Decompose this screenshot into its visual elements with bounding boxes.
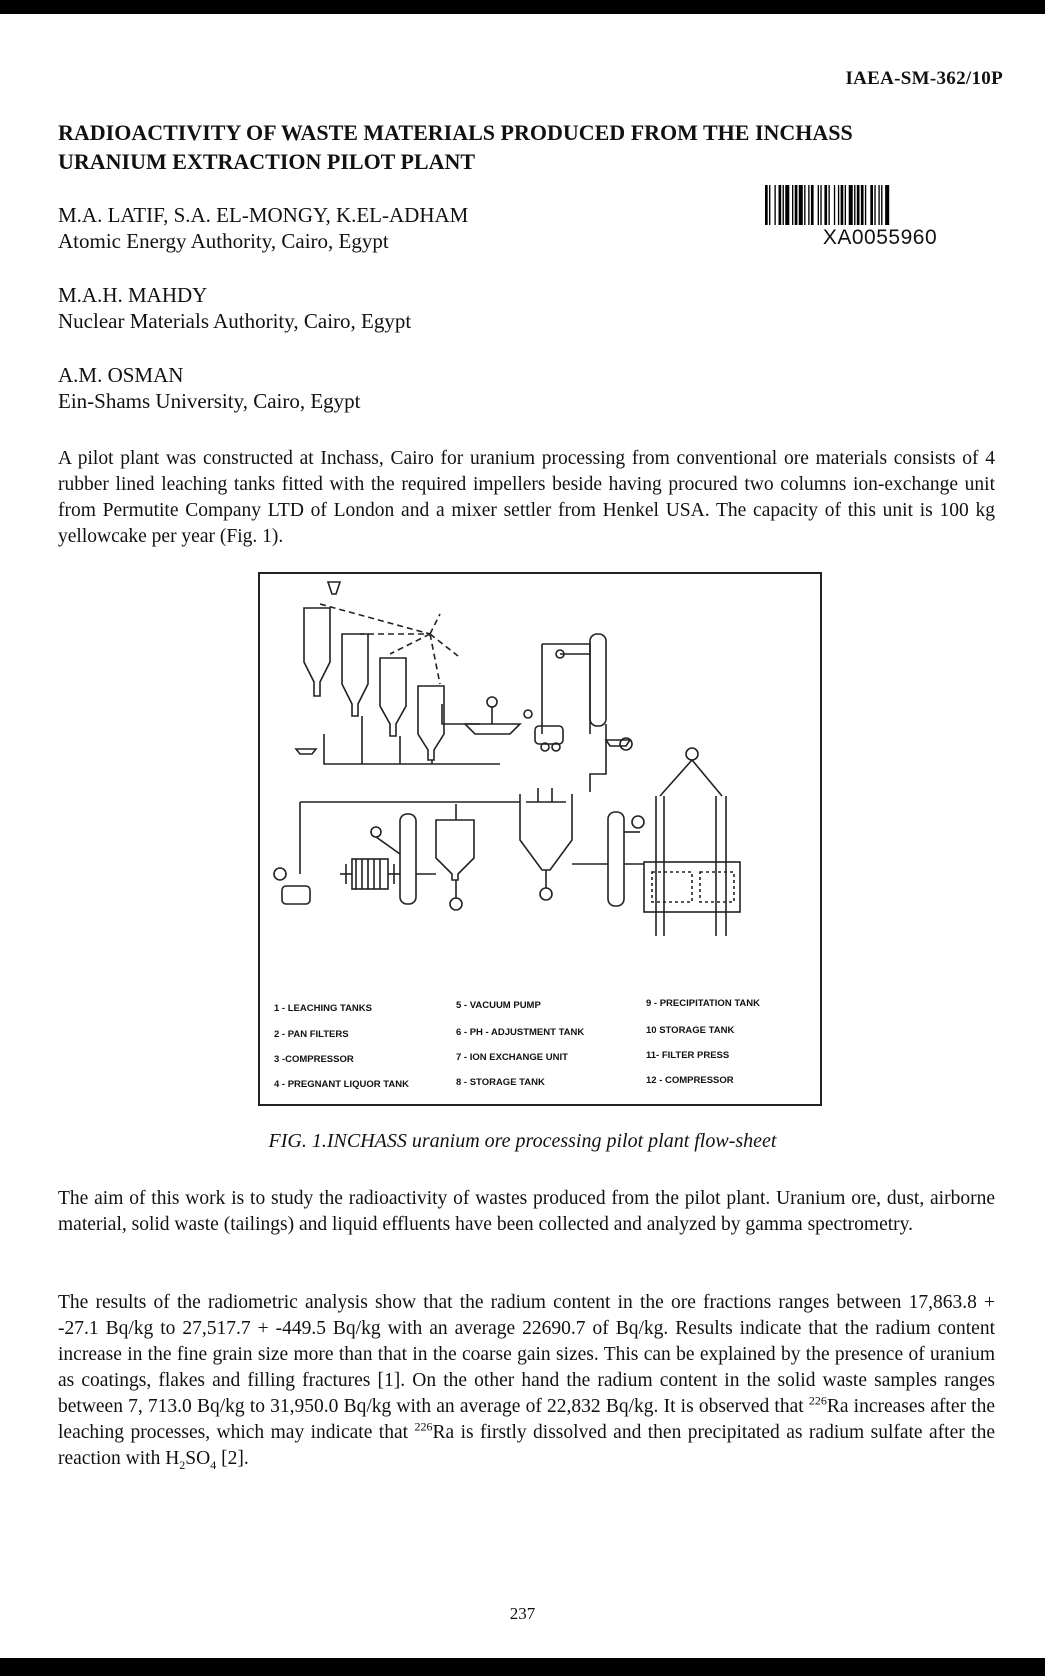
legend-item-6: 6 - PH - ADJUSTMENT TANK	[456, 1027, 585, 1038]
barcode-bar	[861, 185, 864, 225]
barcode-bar	[808, 185, 809, 225]
top-border	[0, 0, 1045, 14]
results-text-a: The results of the radiometric analysis show that the radium content in the ore fractions ranges between 17,863.8 + -27.1 Bq/kg to 27,517.7 + -449.5 Bq/kg with an average 22690.7 of Bq/kg. Results indicate that the radium content increase in the fine grain size more than that in the coarse gain sizes. This can be explained by the presence of uranium as coatings, flakes and filling fractures [1]. On the other hand the radium content in the solid waste samples ranges between 7, 713.0 Bq/kg to 31,950.0 Bq/kg with an average of 22,832 Bq/kg. It is observed that	[58, 1292, 995, 1417]
barcode-bar	[820, 185, 821, 225]
results-text-d: SO	[185, 1448, 211, 1469]
results-text-e: [2].	[216, 1448, 249, 1469]
isotope-mass-1: 226	[808, 1393, 827, 1408]
barcode-bar	[785, 185, 789, 225]
author-affiliation: Atomic Energy Authority, Cairo, Egypt	[58, 229, 389, 253]
legend-item-4: 4 - PREGNANT LIQUOR TANK	[274, 1079, 409, 1090]
barcode-image	[765, 185, 995, 225]
author-names: A.M. OSMAN	[58, 363, 184, 387]
barcode-bar	[878, 185, 879, 225]
title-line-1: RADIOACTIVITY OF WASTE MATERIALS PRODUCED FROM THE INCHASS	[58, 120, 853, 145]
author-affiliation: Ein-Shams University, Cairo, Egypt	[58, 389, 361, 413]
formula-subscript-1: 2	[179, 1457, 186, 1472]
barcode-block	[765, 185, 995, 250]
barcode-bar	[769, 185, 770, 225]
barcode-bar	[792, 185, 793, 225]
barcode-bar	[841, 185, 844, 225]
barcode-number: XA0055960	[822, 226, 938, 249]
paper-title	[58, 118, 988, 176]
barcode-bar	[795, 185, 798, 225]
barcode-bar	[818, 185, 819, 225]
barcode-bar	[854, 185, 855, 225]
legend-item-9: 9 - PRECIPITATION TANK	[646, 998, 760, 1009]
legend-item-8: 8 - STORAGE TANK	[456, 1077, 545, 1088]
legend-item-12: 12 - COMPRESSOR	[646, 1075, 734, 1086]
title-line-2: URANIUM EXTRACTION PILOT PLANT	[58, 149, 476, 174]
author-block-3	[58, 362, 361, 414]
paragraph-intro: A pilot plant was constructed at Inchass, Cairo for uranium processing from conventional ore materials consists of 4 rubber lined leaching tanks fitted with the required impellers beside having procured two columns ion-exchange unit from Permutite Company LTD of London and a mixer settler from Henkel USA. The capacity of this unit is 100 kg yellowcake per year (Fig. 1).	[58, 448, 995, 547]
legend-item-11: 11- FILTER PRESS	[646, 1050, 730, 1061]
barcode-bar	[865, 185, 866, 225]
legend-item-5: 5 - VACUUM PUMP	[456, 1000, 541, 1011]
barcode-bar	[774, 185, 775, 225]
barcode-bar	[834, 185, 835, 225]
barcode-bar	[885, 185, 889, 225]
author-names: M.A.H. MAHDY	[58, 283, 208, 307]
author-block-1	[58, 202, 468, 254]
figure-caption: FIG. 1.INCHASS uranium ore processing pilot plant flow-sheet	[268, 1130, 777, 1152]
paragraph-aim: The aim of this work is to study the radioactivity of wastes produced from the pilot plant. Uranium ore, dust, airborne material, solid waste (tailings) and liquid effluents have been collected and analyzed by gamma spectrometry.	[58, 1188, 995, 1235]
bottom-border	[0, 1658, 1045, 1676]
barcode-bar	[828, 185, 829, 225]
legend-item-1: 1 - LEACHING TANKS	[274, 1003, 372, 1014]
barcode-bar	[811, 185, 814, 225]
legend-item-3: 3 -COMPRESSOR	[274, 1054, 354, 1065]
isotope-mass-2: 226	[414, 1419, 433, 1434]
barcode-bar	[874, 185, 875, 225]
barcode-bar	[857, 185, 860, 225]
page-number: 237	[509, 1604, 536, 1623]
flowsheet-diagram	[260, 574, 820, 1104]
paragraph-results	[58, 1290, 995, 1472]
author-affiliation: Nuclear Materials Authority, Cairo, Egypt	[58, 309, 412, 333]
barcode-bar	[881, 185, 882, 225]
barcode-bar	[779, 185, 782, 225]
formula-subscript-2: 4	[210, 1457, 217, 1472]
barcode-bar	[870, 185, 873, 225]
author-names: M.A. LATIF, S.A. EL-MONGY, K.EL-ADHAM	[58, 203, 469, 227]
results-text-c: Ra is firstly dissolved and then precipitated as radium sulfate after the reaction with H	[58, 1422, 995, 1469]
author-block-2	[58, 282, 411, 334]
barcode-bar	[824, 185, 827, 225]
barcode-bar	[799, 185, 803, 225]
figure-flowsheet	[258, 572, 822, 1106]
legend-item-10: 10 STORAGE TANK	[646, 1025, 735, 1036]
results-text-b: Ra increases after the leaching processes, which may indicate that	[58, 1396, 995, 1443]
legend-item-7: 7 - ION EXCHANGE UNIT	[456, 1052, 568, 1063]
barcode-bar	[838, 185, 839, 225]
legend-item-2: 2 - PAN FILTERS	[274, 1029, 349, 1040]
barcode-bar	[845, 185, 846, 225]
barcode-bar	[783, 185, 784, 225]
barcode-bar	[765, 185, 768, 225]
barcode-bar	[849, 185, 853, 225]
barcode-bar	[804, 185, 805, 225]
report-id: IAEA-SM-362/10P	[845, 68, 1003, 89]
